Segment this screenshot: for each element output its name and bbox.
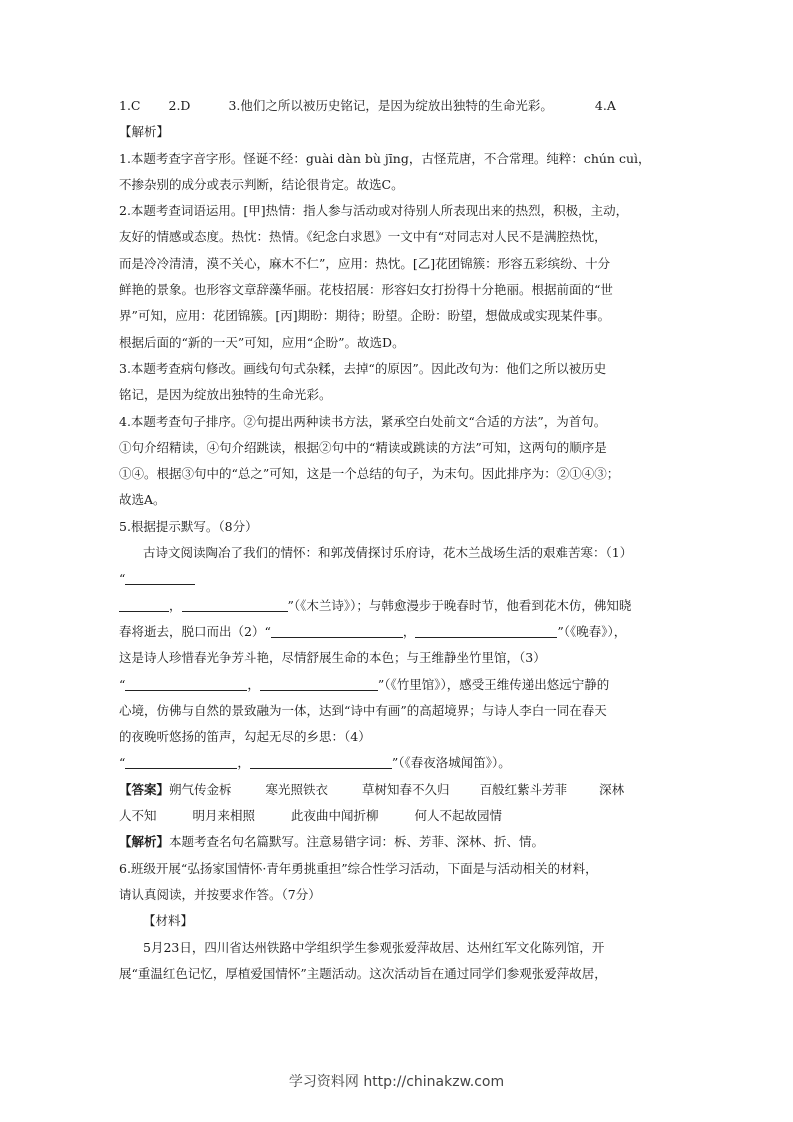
- fill-blank[interactable]: [119, 596, 169, 612]
- material-label: 【材料】: [143, 913, 194, 929]
- q4-line: 故选A。: [119, 492, 166, 508]
- material-line: 5月23日，四川省达州铁路中学组织学生参观张爱萍故居、达州红军文化陈列馆，开: [143, 939, 605, 955]
- q5-line: 的夜晚听悠扬的笛声，勾起无尽的乡思：（4）: [119, 729, 371, 745]
- comma: ，: [247, 676, 260, 692]
- fill-blank[interactable]: [260, 675, 378, 691]
- q4-line: ①句介绍精读，④句介绍跳读，根据②句中的“精读或跳读的方法”可知，这两句的顺序是: [119, 439, 607, 455]
- fill-blank[interactable]: [125, 675, 247, 691]
- analysis-label: 【解析】: [119, 834, 170, 850]
- q5-line: 心境，仿佛与自然的景致融为一体，达到“诗中有画”的高超境界；与诗人李白一同在春天: [119, 702, 607, 718]
- q5-line: [119, 566, 679, 592]
- source-text: ”（《木兰诗》）；与韩愈漫步于晚春时节，他看到花木仿，佛知晓: [287, 597, 632, 613]
- answer-item: 百般红紫斗芳菲: [479, 781, 568, 797]
- source-text: ”（《春夜洛城闻笛》）。: [391, 755, 511, 771]
- q4-line: ①④。根据③句中的“总之”可知，这是一个总结的句子，为末句。因此排序为：②①④③；: [119, 466, 620, 482]
- answer-label: 【答案】: [119, 781, 170, 797]
- q5-line: [119, 750, 679, 776]
- q6-line: 6.班级开展“弘扬家国情怀·青年勇挑重担”综合性学习活动，下面是与活动相关的材料，: [119, 860, 598, 876]
- q5-line: [119, 672, 679, 698]
- q4-line: 4.本题考查句子排序。②句提出两种读书方法，紧承空白处前文“合适的方法”，为首句。: [119, 413, 607, 429]
- quote-mark: “: [119, 676, 126, 692]
- answer-item: 此夜曲中闻折柳: [291, 808, 379, 824]
- comma: ，: [169, 597, 182, 613]
- q2-line: 2.本题考查词语运用。[甲]热情：指人参与活动或对待别人所表现出来的热烈，积极，主动，: [119, 203, 629, 219]
- answer-item: 草树知春不久归: [362, 781, 450, 797]
- analysis-heading: 【解析】: [119, 124, 170, 140]
- q5-line: [119, 619, 679, 645]
- fill-blank[interactable]: [250, 753, 392, 769]
- q3-line: 铭记，是因为绽放出独特的生命光彩。: [119, 387, 332, 403]
- comma: ，: [402, 623, 416, 639]
- answer-2: 2.D: [168, 98, 191, 113]
- answer-item: 人不知: [119, 808, 157, 824]
- q1-line: 1.本题考查字音字形。怪诞不经：guài dàn bù jīng，古怪荒唐，不合常理。纯粹：chún cuì，: [119, 150, 651, 166]
- q2-line: 根据后面的“新的一天”可知，应用“企盼”。故选D。: [119, 334, 405, 350]
- q2-line: 友好的情感或态度。热忱：热情。《纪念白求恩》一文中有“对同志对人民不是满腔热忱，: [119, 229, 607, 245]
- q2-line: 界”可知，应用：花团锦簇。[丙]期盼：期待；盼望。企盼：盼望，想做成或实现某件事。: [119, 308, 611, 324]
- q5-answer-line: [119, 777, 679, 803]
- q6-line: 请认真阅读，并按要求作答。（7分）: [119, 886, 321, 902]
- q3-line: 3.本题考查病句修改。画线句句式杂糅，去掉“的原因”。因此改句为：他们之所以被历史: [119, 360, 607, 376]
- fill-blank[interactable]: [415, 622, 557, 638]
- q5-title: 5.根据提示默写。（8分）: [119, 518, 258, 534]
- answers-line: [119, 93, 679, 119]
- q5-line: 这是诗人珍惜春光争芳斗艳，尽情舒展生命的本色；与王维静坐竹里馆，（3）: [119, 650, 546, 666]
- q2-line: 而是冷冷清清，漠不关心，麻木不仁”，应用：热忱。[乙]花团锦簇：形容五彩缤纷、十分: [119, 255, 611, 271]
- answer-1: 1.C: [119, 98, 141, 113]
- analysis-text: 本题考查名句名篇默写。注意易错字词：柝、芳菲、深林、折、情。: [169, 834, 545, 850]
- answer-item: 何人不起故园情: [414, 808, 503, 824]
- fill-blank[interactable]: [182, 596, 288, 612]
- comma: ，: [237, 755, 250, 771]
- material-line: 展“重温红色记忆，厚植爱国情怀”主题活动。这次活动旨在通过同学们参观张爱萍故居，: [119, 965, 607, 981]
- fill-blank[interactable]: [125, 569, 195, 585]
- answer-3: 3.他们之所以被历史铭记，是因为绽放出独特的生命光彩。: [228, 98, 553, 113]
- source-text: ”（《晚春》），: [557, 623, 627, 639]
- fill-blank[interactable]: [271, 622, 403, 638]
- answer-item: 寒光照铁衣: [265, 781, 329, 797]
- q5-analysis-line: [119, 829, 679, 855]
- quote-mark: “: [119, 755, 126, 771]
- answer-item: 朔气传金柝: [169, 781, 232, 797]
- document-body: [119, 93, 679, 987]
- q5-answer-line: [119, 803, 679, 829]
- q5-line: 古诗文阅读陶冶了我们的情怀：和郭茂倩探讨乐府诗，花木兰战场生活的艰难苦寒：（1）: [143, 545, 633, 561]
- answer-4: 4.A: [594, 98, 616, 113]
- q2-line: 鲜艳的景象。也形容文章辞藻华丽。花枝招展：形容妇女打扮得十分艳丽。根据前面的“世: [119, 282, 613, 298]
- quote-mark: “: [119, 571, 126, 587]
- answer-item: 明月来相照: [192, 808, 256, 824]
- q5-text: 春将逝去，脱口而出（2）“: [119, 623, 271, 639]
- fill-blank[interactable]: [125, 753, 237, 769]
- q5-line: [119, 593, 679, 619]
- footer-watermark: 学习资料网 http://chinakzw.com: [288, 1074, 505, 1090]
- q1-line: 不掺杂别的成分或表示判断，结论很肯定。故选C。: [119, 176, 404, 192]
- answer-item: 深林: [599, 781, 625, 797]
- source-text: ”（《竹里馆》），感受王维传递出悠远宁静的: [377, 676, 610, 692]
